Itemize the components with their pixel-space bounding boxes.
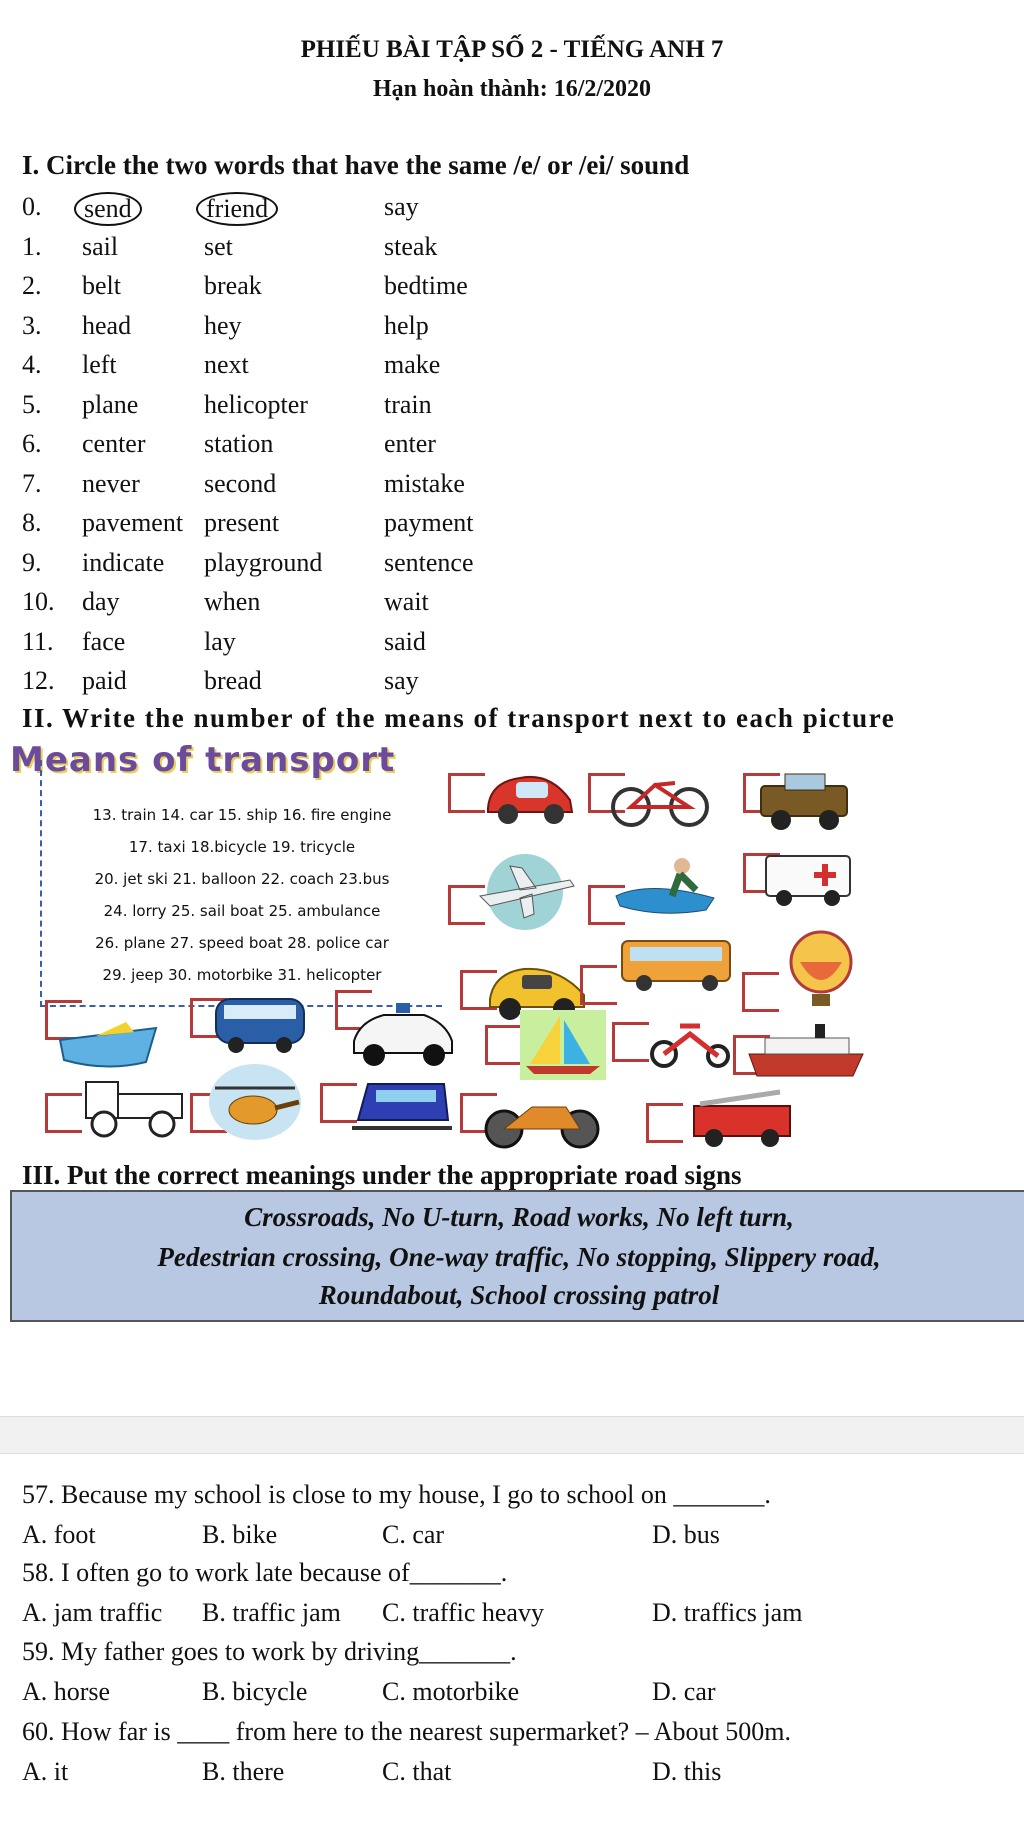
word-option[interactable]: center: [82, 429, 146, 458]
row-number: 7.: [22, 469, 42, 498]
answer-option-d[interactable]: D. car: [652, 1677, 716, 1706]
sound-row: [22, 429, 1022, 465]
answer-slot[interactable]: [485, 1025, 522, 1065]
word-option[interactable]: head: [82, 311, 132, 340]
question-text: 59. My father goes to work by driving_______.: [22, 1637, 517, 1666]
word-option[interactable]: helicopter: [204, 390, 308, 419]
word-option[interactable]: pavement: [82, 508, 184, 537]
transport-line: 13. train 14. car 15. ship 16. fire engine: [92, 806, 392, 824]
answer-slot[interactable]: [612, 1022, 649, 1062]
sound-row: [22, 548, 1022, 584]
answer-slot[interactable]: [742, 972, 779, 1012]
row-number: 11.: [22, 627, 54, 656]
word-option[interactable]: playground: [204, 548, 323, 577]
row-number: 5.: [22, 390, 42, 419]
jeep-icon: [755, 768, 855, 833]
answer-options: [22, 1757, 1022, 1795]
ambulance-icon: [762, 848, 854, 910]
train-icon: [352, 1070, 452, 1136]
row-number: 4.: [22, 350, 42, 379]
word-option[interactable]: train: [384, 390, 432, 419]
transport-line: 29. jeep 30. motorbike 31. helicopter: [102, 966, 382, 984]
word-option[interactable]: second: [204, 469, 277, 498]
jet-ski-icon: [610, 840, 720, 922]
word-option[interactable]: make: [384, 350, 441, 379]
word-option[interactable]: indicate: [82, 548, 165, 577]
word-option[interactable]: wait: [384, 587, 429, 616]
sound-row: [22, 469, 1022, 505]
sound-row: [22, 271, 1022, 307]
row-number: 2.: [22, 271, 42, 300]
word-option[interactable]: when: [204, 587, 261, 616]
worksheet-title: PHIẾU BÀI TẬP SỐ 2 - TIẾNG ANH 7: [300, 36, 724, 63]
answer-options: [22, 1598, 1022, 1636]
word-option[interactable]: payment: [384, 508, 474, 537]
sound-row: [22, 350, 1022, 386]
word-option[interactable]: bedtime: [384, 271, 468, 300]
row-number: 6.: [22, 429, 42, 458]
row-number: 8.: [22, 508, 42, 537]
word-bank-line: Crossroads, No U-turn, Road works, No left turn,: [244, 1202, 794, 1232]
fire-engine-icon: [690, 1088, 794, 1150]
transport-line: 20. jet ski 21. balloon 22. coach 23.bus: [94, 870, 390, 888]
answer-option-c[interactable]: C. car: [382, 1520, 445, 1549]
answer-option-a[interactable]: A. it: [22, 1757, 69, 1786]
tricycle-icon: [650, 1012, 732, 1070]
answer-slot[interactable]: [580, 965, 617, 1005]
answer-option-c[interactable]: C. traffic heavy: [382, 1598, 544, 1627]
road-sign-word-bank: [10, 1190, 1024, 1322]
helicopter-icon: [205, 1060, 305, 1144]
sound-row: [22, 192, 1022, 228]
answer-options: [22, 1520, 1022, 1558]
row-number: 12.: [22, 666, 55, 695]
balloon-icon: [780, 928, 862, 1010]
speed-boat-icon: [56, 1010, 160, 1074]
word-option[interactable]: send: [74, 192, 142, 226]
word-option[interactable]: help: [384, 311, 429, 340]
ship-icon: [745, 1018, 867, 1084]
part2-heading: II. Write the number of the means of transport next to each picture: [22, 703, 896, 733]
bus-icon: [618, 935, 734, 995]
question-text: 60. How far is ____ from here to the nearest supermarket? – About 500m.: [22, 1717, 791, 1746]
sail-boat-icon: [520, 1010, 606, 1080]
bicycle-icon: [605, 765, 715, 830]
word-option[interactable]: present: [204, 508, 280, 537]
word-option[interactable]: set: [204, 232, 233, 261]
word-option[interactable]: plane: [82, 390, 139, 419]
word-option[interactable]: say: [384, 666, 419, 695]
row-number: 10.: [22, 587, 55, 616]
word-option[interactable]: break: [204, 271, 262, 300]
answer-option-a[interactable]: A. horse: [22, 1677, 111, 1706]
row-number: 1.: [22, 232, 42, 261]
word-option[interactable]: never: [82, 469, 140, 498]
sound-row: [22, 627, 1022, 663]
sound-row: [22, 666, 1022, 702]
transport-line: 24. lorry 25. sail boat 25. ambulance: [103, 902, 381, 920]
answer-option-d[interactable]: D. traffics jam: [652, 1598, 803, 1627]
part1-heading: I. Circle the two words that have the same /e/ or /ei/ sound: [22, 150, 690, 180]
answer-option-b[interactable]: B. bicycle: [202, 1677, 308, 1706]
word-option[interactable]: paid: [82, 666, 127, 695]
transport-line: 26. plane 27. speed boat 28. police car: [95, 934, 389, 952]
transport-line: 17. taxi 18.bicycle 19. tricycle: [128, 838, 356, 856]
word-option[interactable]: bread: [204, 666, 262, 695]
police-car-icon: [350, 995, 456, 1069]
word-option[interactable]: station: [204, 429, 274, 458]
answer-option-d[interactable]: D. this: [652, 1757, 722, 1786]
motorbike-icon: [482, 1083, 604, 1151]
sound-row: [22, 587, 1022, 623]
lorry-icon: [82, 1072, 186, 1144]
question-text: 58. I often go to work late because of_______.: [22, 1558, 508, 1587]
row-number: 9.: [22, 548, 42, 577]
answer-option-c[interactable]: C. that: [382, 1757, 452, 1786]
sound-row: [22, 311, 1022, 347]
word-option[interactable]: sentence: [384, 548, 474, 577]
word-option[interactable]: belt: [82, 271, 121, 300]
answer-option-b[interactable]: B. traffic jam: [202, 1598, 341, 1627]
row-number: 3.: [22, 311, 42, 340]
answer-option-a[interactable]: A. foot: [22, 1520, 96, 1549]
transport-word-box: [40, 760, 442, 1007]
plane-icon: [470, 852, 580, 932]
sound-row: [22, 232, 1022, 268]
answer-option-d[interactable]: D. bus: [652, 1520, 720, 1549]
answer-option-b[interactable]: B. there: [202, 1757, 285, 1786]
car-icon: [480, 760, 580, 830]
deadline: Hạn hoàn thành: 16/2/2020: [372, 76, 652, 102]
word-option[interactable]: left: [82, 350, 117, 379]
word-option[interactable]: said: [384, 627, 426, 656]
word-option[interactable]: next: [204, 350, 249, 379]
answer-option-a[interactable]: A. jam traffic: [22, 1598, 163, 1627]
question-text: 57. Because my school is close to my house, I go to school on _______.: [22, 1480, 771, 1509]
answer-option-b[interactable]: B. bike: [202, 1520, 278, 1549]
word-bank-line: Pedestrian crossing, One-way traffic, No stopping, Slippery road,: [157, 1242, 881, 1272]
word-option[interactable]: face: [82, 627, 126, 656]
word-option[interactable]: enter: [384, 429, 436, 458]
word-option[interactable]: steak: [384, 232, 438, 261]
sound-row: [22, 508, 1022, 544]
answer-slot[interactable]: [45, 1093, 82, 1133]
word-option[interactable]: friend: [196, 192, 278, 226]
answer-slot[interactable]: [646, 1103, 683, 1143]
word-option[interactable]: hey: [204, 311, 242, 340]
answer-option-c[interactable]: C. motorbike: [382, 1677, 520, 1706]
word-option[interactable]: lay: [204, 627, 236, 656]
row-number: 0.: [22, 192, 42, 221]
word-option[interactable]: day: [82, 587, 120, 616]
transport-box-title: Means of transport: [10, 740, 396, 780]
page-separator: [0, 1416, 1024, 1454]
word-option[interactable]: mistake: [384, 469, 465, 498]
coach-icon: [212, 993, 308, 1057]
part3-heading: III. Put the correct meanings under the appropriate road signs: [22, 1160, 742, 1190]
answer-options: [22, 1677, 1022, 1715]
word-option[interactable]: say: [384, 192, 419, 221]
word-option[interactable]: sail: [82, 232, 119, 261]
sound-row: [22, 390, 1022, 426]
word-bank-line: Roundabout, School crossing patrol: [318, 1280, 720, 1310]
